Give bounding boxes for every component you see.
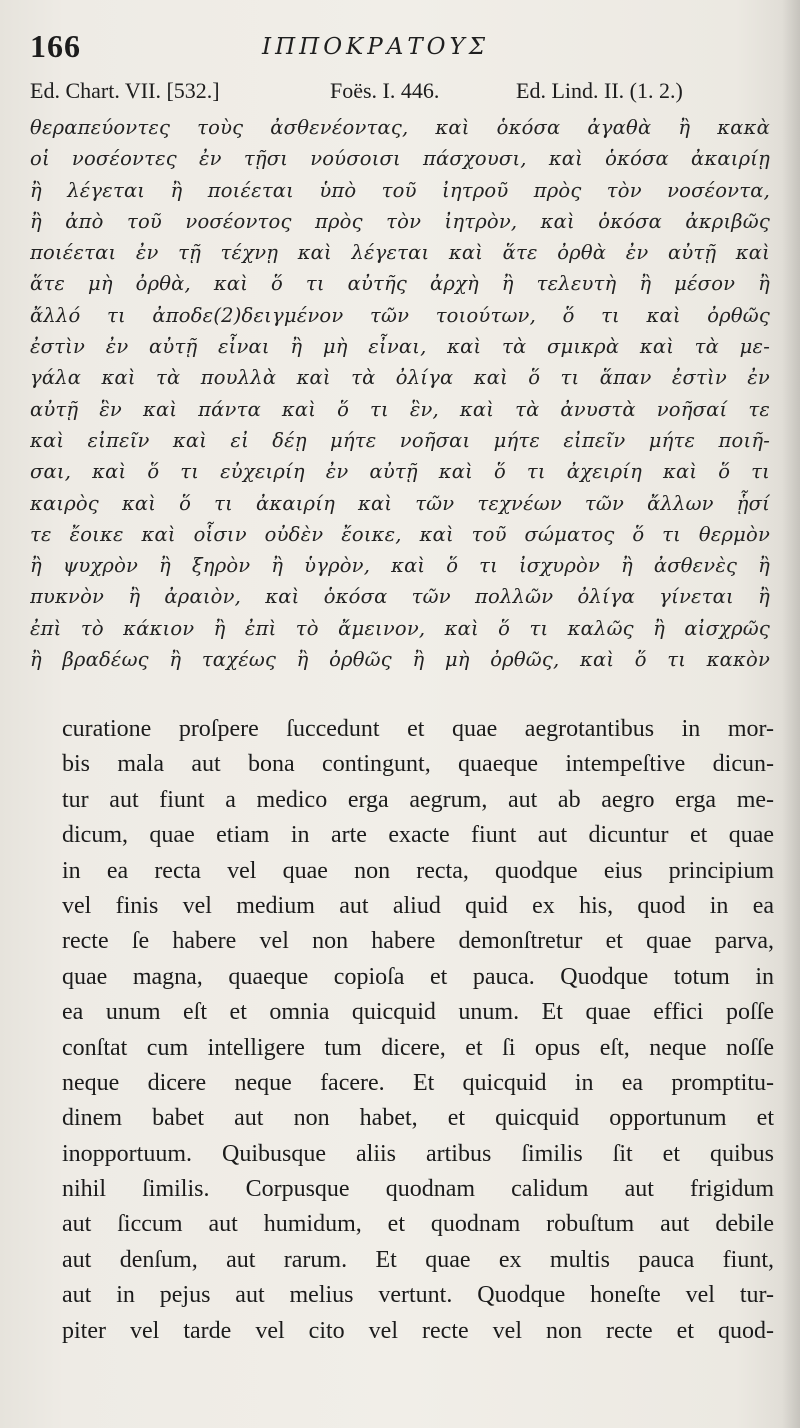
greek-line: θεραπεύοντες τοὺς ἀσθενέοντας, καὶ ὁκόσα ἀγαθὰ ἢ κακὰ: [30, 116, 770, 139]
page-number: 166: [30, 28, 81, 64]
latin-line: curatione proſpere ſuccedunt et quae aegrotantibus in mor-: [62, 716, 774, 742]
page-header: [30, 28, 770, 72]
greek-line: ἢ ἀπὸ τοῦ νοσέοντος πρὸς τὸν ἰητρὸν, καὶ ὁκόσα ἀκριβῶς: [30, 209, 770, 233]
edition-chart-ref: Ed. Chart. VII. [532.]: [30, 78, 220, 103]
latin-line: dinem babet aut non habet, et quicquid opportunum et: [62, 1105, 774, 1132]
latin-line: aut in pejus aut melius vertunt. Quodque honeſte vel tur-: [62, 1282, 774, 1309]
latin-line: neque dicere neque facere. Et quicquid in ea promptitu-: [62, 1069, 774, 1096]
greek-line: καιρὸς καὶ ὅ τι ἀκαιρίη καὶ τῶν τεχνέων τῶν ἄλλων ᾗσί: [30, 491, 770, 515]
latin-line: inopportuum. Quibusque aliis artibus ſimilis ſit et quibus: [62, 1140, 774, 1167]
greek-line: ἐστὶν ἐν αὐτῇ εἶναι ἢ μὴ εἶναι, καὶ τὰ σμικρὰ καὶ τὰ με-: [30, 335, 770, 359]
latin-line: ea unum eſt et omnia quicquid unum. Et quae effici poſſe: [62, 999, 774, 1026]
latin-line: nihil ſimilis. Corpusque quodnam calidum aut frigidum: [62, 1176, 774, 1203]
latin-line: vel finis vel medium aut aliud quid ex his, quod in ea: [62, 892, 774, 919]
edition-references: [30, 78, 775, 108]
edition-lind-ref: Ed. Lind. II. (1. 2.): [516, 78, 683, 103]
greek-line: ἐπὶ τὸ κάκιον ἢ ἐπὶ τὸ ἄμεινον, καὶ ὅ τι καλῶς ἢ αἰσχρῶς: [30, 616, 770, 640]
latin-line: quae magna, quaeque copioſa et pauca. Quodque totum in: [62, 963, 774, 990]
latin-text-block: [62, 712, 774, 1349]
greek-text-block: [30, 112, 770, 675]
latin-line: aut ſiccum aut humidum, et quodnam robuſtum aut debile: [62, 1211, 774, 1238]
greek-line: ἢ ψυχρὸν ἢ ξηρὸν ἢ ὑγρὸν, καὶ ὅ τι ἰσχυρὸν ἢ ἀσθενὲς ἢ: [30, 554, 770, 578]
greek-line: γάλα καὶ τὰ πουλλὰ καὶ τὰ ὀλίγα καὶ ὅ τι ἅπαν ἐστὶν ἐν: [30, 366, 770, 390]
greek-line: ἄλλό τι ἀποδε(2)δειγμένον τῶν τοιούτων, ὅ τι καὶ ὀρθῶς: [30, 303, 770, 327]
latin-line: tur aut fiunt a medico erga aegrum, aut ab aegro erga me-: [62, 786, 774, 813]
latin-line: recte ſe habere vel non habere demonſtretur et quae parva,: [62, 928, 774, 955]
greek-line: καὶ εἰπεῖν καὶ εἰ δέῃ μήτε νοῆσαι μήτε εἰπεῖν μήτε ποιῆ-: [30, 428, 770, 452]
greek-line: οἱ νοσέοντες ἐν τῇσι νούσοισι πάσχουσι, καὶ ὁκόσα ἀκαιρίῃ: [30, 147, 770, 171]
running-head: ΙΠΠΟΚΡΑΤΟΥΣ: [262, 34, 489, 60]
edition-foes-ref: Foës. I. 446.: [330, 78, 440, 103]
greek-line: ἢ βραδέως ἢ ταχέως ἢ ὀρθῶς ἢ μὴ ὀρθῶς, καὶ ὅ τι κακὸν: [30, 648, 770, 672]
greek-line: πυκνὸν ἢ ἀραιὸν, καὶ ὁκόσα τῶν πολλῶν ὀλίγα γίνεται ἢ: [30, 585, 770, 609]
latin-line: conſtat cum intelligere tum dicere, et ſi opus eſt, neque noſſe: [62, 1034, 774, 1061]
latin-line: in ea recta vel quae non recta, quodque eius principium: [62, 857, 774, 884]
latin-line: piter vel tarde vel cito vel recte vel non recte et quod-: [62, 1317, 774, 1344]
latin-line: bis mala aut bona contingunt, quaeque intempeſtive dicun-: [62, 751, 774, 778]
greek-line: ἅτε μὴ ὀρθὰ, καὶ ὅ τι αὐτῆς ἀρχὴ ἢ τελευτὴ ἢ μέσον ἢ: [30, 272, 770, 296]
greek-line: τε ἔοικε καὶ οἷσιν οὐδὲν ἔοικε, καὶ τοῦ σώματος ὅ τι θερμὸν: [30, 522, 770, 546]
latin-line: dicum, quae etiam in arte exacte fiunt aut dicuntur et quae: [62, 822, 774, 849]
page-edge-shadow: [782, 0, 800, 1428]
greek-line: αὐτῇ ἓν καὶ πάντα καὶ ὅ τι ἓν, καὶ τὰ ἀνυστὰ νοῆσαί τε: [30, 397, 770, 421]
latin-line: aut denſum, aut rarum. Et quae ex multis pauca fiunt,: [62, 1246, 774, 1273]
greek-line: ποιέεται ἐν τῇ τέχνῃ καὶ λέγεται καὶ ἅτε ὀρθὰ ἐν αὐτῇ καὶ: [30, 241, 770, 265]
greek-line: ἢ λέγεται ἢ ποιέεται ὑπὸ τοῦ ἰητροῦ πρὸς τὸν νοσέοντα,: [30, 178, 770, 202]
greek-line: σαι, καὶ ὅ τι εὐχειρίη ἐν αὐτῇ καὶ ὅ τι ἀχειρίη καὶ ὅ τι: [30, 460, 770, 484]
